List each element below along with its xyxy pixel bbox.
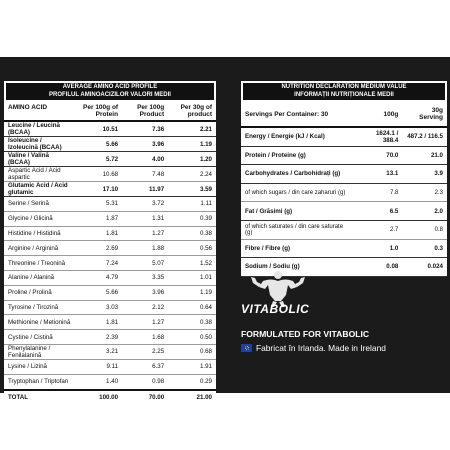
amino-per-30g-product: 2.21 <box>168 121 216 137</box>
amino-per-100g-protein: 7.24 <box>74 256 122 271</box>
header-per-100g-protein: Per 100g of Protein <box>74 102 122 121</box>
amino-per-100g-product: 3.72 <box>122 197 168 212</box>
nutrition-row <box>241 183 447 202</box>
amino-row <box>4 330 216 345</box>
total-product100: 70.00 <box>122 390 168 405</box>
nutrient-name: Fibre / Fibre (g) <box>241 239 355 258</box>
amino-per-100g-protein: 9.11 <box>74 359 122 374</box>
nutrition-table <box>241 81 447 277</box>
amino-per-100g-protein: 1.81 <box>74 315 122 330</box>
header-per-100g-product: Per 100g Product <box>122 102 168 121</box>
amino-per-100g-product: 1.27 <box>122 226 168 241</box>
amino-name: Serine / Serină <box>4 197 74 212</box>
nutrition-row <box>241 239 447 258</box>
amino-per-100g-protein: 1.81 <box>74 226 122 241</box>
amino-per-100g-product: 5.07 <box>122 256 168 271</box>
nutrient-name: Energy / Energie (kJ / Kcal) <box>241 127 355 146</box>
amino-per-30g-product: 0.39 <box>168 211 216 226</box>
amino-per-100g-protein: 1.87 <box>74 211 122 226</box>
amino-name: Aspartic Acid / Acid aspartic <box>4 167 74 182</box>
amino-per-30g-product: 0.50 <box>168 330 216 345</box>
amino-name: Histidine / Histidină <box>4 226 74 241</box>
amino-per-100g-product: 3.96 <box>122 285 168 300</box>
amino-per-100g-protein: 10.68 <box>74 167 122 182</box>
amino-per-100g-product: 1.31 <box>122 211 168 226</box>
header-servings: Servings Per Container: 30 <box>241 102 355 127</box>
nutrient-per-30g: 0.024 <box>402 258 447 277</box>
amino-row <box>4 226 216 241</box>
amino-row <box>4 121 216 137</box>
formulated-for-text: FORMULATED FOR VITABOLIC <box>241 329 370 339</box>
nutrition-row <box>241 127 447 146</box>
amino-per-100g-product: 3.96 <box>122 137 168 152</box>
nutrient-per-30g: 21.0 <box>402 146 447 165</box>
amino-per-100g-product: 6.37 <box>122 359 168 374</box>
nutrient-per-100g: 0.08 <box>355 258 402 277</box>
header-30g-serving: 30g Serving <box>402 102 447 127</box>
total-product30: 21.00 <box>168 390 216 405</box>
amino-name: Tyrosine / Tirozină <box>4 300 74 315</box>
amino-row <box>4 359 216 374</box>
amino-per-100g-product: 4.00 <box>122 152 168 167</box>
amino-row <box>4 241 216 256</box>
amino-table-title <box>4 81 216 102</box>
amino-row <box>4 344 216 359</box>
made-in-line <box>241 343 386 353</box>
nutrient-per-100g: 7.8 <box>355 183 402 202</box>
amino-row <box>4 182 216 197</box>
amino-name: Lysine / Lizină <box>4 359 74 374</box>
amino-name: Alanine / Alanină <box>4 270 74 285</box>
amino-per-30g-product: 1.11 <box>168 197 216 212</box>
amino-per-100g-protein: 2.39 <box>74 330 122 345</box>
nutrient-per-30g: 2.0 <box>402 202 447 221</box>
amino-per-100g-product: 7.36 <box>122 121 168 137</box>
amino-name: Cystine / Cistină <box>4 330 74 345</box>
amino-per-100g-protein: 4.79 <box>74 270 122 285</box>
nutrition-row <box>241 202 447 221</box>
nutrition-row <box>241 220 447 239</box>
amino-per-100g-product: 1.88 <box>122 241 168 256</box>
amino-per-30g-product: 1.19 <box>168 285 216 300</box>
nutrition-table-title <box>241 81 447 102</box>
amino-per-100g-protein: 1.40 <box>74 374 122 389</box>
amino-title-en: AVERAGE AMINO ACID PROFILE <box>62 84 158 90</box>
amino-per-100g-protein: 10.51 <box>74 121 122 137</box>
total-label: TOTAL <box>4 390 74 405</box>
nutrient-per-30g: 487.2 / 116.5 <box>402 127 447 146</box>
amino-name: Arginine / Arginină <box>4 241 74 256</box>
nutrient-per-30g: 3.9 <box>402 165 447 184</box>
nutrient-per-100g: 1624.1 / 388.4 <box>355 127 402 146</box>
amino-per-100g-product: 11.97 <box>122 182 168 197</box>
amino-row <box>4 285 216 300</box>
amino-per-100g-protein: 3.03 <box>74 300 122 315</box>
amino-row <box>4 197 216 212</box>
amino-per-30g-product: 1.91 <box>168 359 216 374</box>
nutrient-per-100g: 13.1 <box>355 165 402 184</box>
amino-row <box>4 152 216 167</box>
nutrient-per-100g: 6.5 <box>355 202 402 221</box>
amino-per-100g-product: 1.68 <box>122 330 168 345</box>
amino-per-100g-protein: 5.72 <box>74 152 122 167</box>
amino-row <box>4 315 216 330</box>
amino-per-100g-protein: 17.10 <box>74 182 122 197</box>
amino-per-100g-product: 1.27 <box>122 315 168 330</box>
amino-name: Tryptophan / Triptofan <box>4 374 74 389</box>
amino-per-100g-product: 2.12 <box>122 300 168 315</box>
amino-per-100g-product: 0.98 <box>122 374 168 389</box>
amino-name: Valine / Valină (BCAA) <box>4 152 74 167</box>
amino-per-30g-product: 1.20 <box>168 152 216 167</box>
made-in-text: Fabricat în Irlanda. Made in Ireland <box>256 343 386 353</box>
amino-per-30g-product: 0.64 <box>168 300 216 315</box>
amino-name: Methionine / Metionină <box>4 315 74 330</box>
nutrient-name: of which sugars / din care zaharuri (g) <box>241 183 355 202</box>
amino-name: Phenylalanine / Fenilalanină <box>4 344 74 359</box>
nutrition-row <box>241 146 447 165</box>
amino-per-100g-product: 2.25 <box>122 344 168 359</box>
amino-name: Glycine / Glicină <box>4 211 74 226</box>
amino-per-100g-protein: 2.69 <box>74 241 122 256</box>
amino-per-30g-product: 2.24 <box>168 167 216 182</box>
amino-row <box>4 167 216 182</box>
amino-name: Isoleucine / Izoleucină (BCAA) <box>4 137 74 152</box>
amino-per-30g-product: 1.19 <box>168 137 216 152</box>
nutrient-name: Carbohydrates / Carbohidrați (g) <box>241 165 355 184</box>
nutrient-name: of which saturates / din care saturate (g) <box>241 220 355 239</box>
amino-per-100g-protein: 3.21 <box>74 344 122 359</box>
nutrition-row <box>241 165 447 184</box>
nutrient-per-30g: 0.8 <box>402 220 447 239</box>
amino-per-100g-product: 3.35 <box>122 270 168 285</box>
amino-per-100g-product: 7.48 <box>122 167 168 182</box>
nutrient-per-100g: 2.7 <box>355 220 402 239</box>
amino-name: Glutamic Acid / Acid glutamic <box>4 182 74 197</box>
amino-per-30g-product: 3.59 <box>168 182 216 197</box>
amino-row <box>4 270 216 285</box>
amino-row <box>4 256 216 271</box>
total-protein: 100.00 <box>74 390 122 405</box>
nutrient-name: Protein / Proteine (g) <box>241 146 355 165</box>
nutrient-per-100g: 70.0 <box>355 146 402 165</box>
header-100g: 100g <box>355 102 402 127</box>
nutrition-title-ro: INFORMAȚII NUTRIȚIONALE MEDII <box>294 91 394 98</box>
amino-per-30g-product: 1.01 <box>168 270 216 285</box>
nutrient-name: Sodium / Sodiu (g) <box>241 258 355 277</box>
amino-per-30g-product: 1.52 <box>168 256 216 271</box>
amino-header-row <box>4 102 216 121</box>
header-amino-acid: AMINO ACID <box>4 102 74 121</box>
amino-row <box>4 211 216 226</box>
nutrition-title-en: NUTRITION DECLARATION MEDIUM VALUE <box>281 84 407 90</box>
header-per-30g-product: Per 30g of product <box>168 102 216 121</box>
nutrient-per-100g: 1.0 <box>355 239 402 258</box>
amino-row <box>4 374 216 389</box>
amino-total-row <box>4 390 216 405</box>
amino-row <box>4 137 216 152</box>
amino-row <box>4 300 216 315</box>
amino-per-100g-protein: 5.31 <box>74 197 122 212</box>
amino-name: Leucine / Leucină (BCAA) <box>4 121 74 137</box>
amino-per-30g-product: 0.38 <box>168 226 216 241</box>
amino-acid-table <box>4 81 216 404</box>
amino-name: Threonine / Treonină <box>4 256 74 271</box>
amino-per-30g-product: 0.38 <box>168 315 216 330</box>
nutrient-per-30g: 2.3 <box>402 183 447 202</box>
eu-flag-icon <box>241 344 252 352</box>
amino-per-100g-protein: 5.66 <box>74 137 122 152</box>
amino-per-30g-product: 0.29 <box>168 374 216 389</box>
amino-title-ro: PROFILUL AMINOACIZILOR VALORI MEDII <box>49 91 171 98</box>
nutrition-header-row <box>241 102 447 127</box>
brand-logo-text: VITABOLIC <box>241 302 310 316</box>
amino-per-100g-protein: 5.66 <box>74 285 122 300</box>
amino-name: Proline / Prolină <box>4 285 74 300</box>
nutrient-name: Fat / Grăsimi (g) <box>241 202 355 221</box>
amino-per-30g-product: 0.68 <box>168 344 216 359</box>
nutrient-per-30g: 0.3 <box>402 239 447 258</box>
amino-per-30g-product: 0.56 <box>168 241 216 256</box>
